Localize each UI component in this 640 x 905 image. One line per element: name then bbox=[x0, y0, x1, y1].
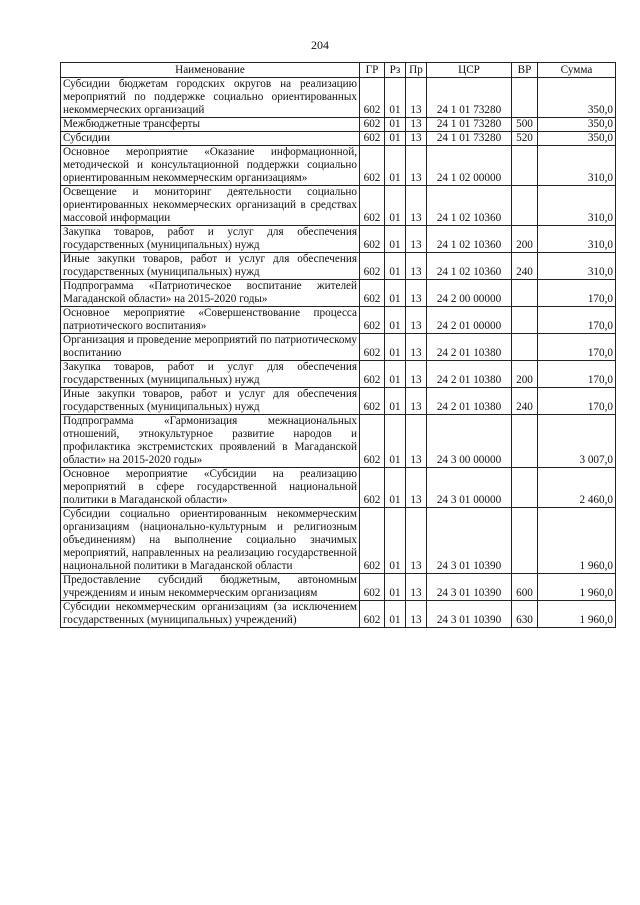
row-csr: 24 1 01 73280 bbox=[427, 118, 512, 132]
row-vr: 240 bbox=[512, 253, 538, 280]
table-row bbox=[61, 307, 616, 334]
row-rz: 01 bbox=[385, 574, 406, 601]
row-vr: 520 bbox=[512, 132, 538, 146]
row-csr: 24 1 02 10360 bbox=[427, 226, 512, 253]
row-name: Закупка товаров, работ и услуг для обеспечения государственных (муниципальных) нужд bbox=[61, 361, 360, 388]
row-sum: 1 960,0 bbox=[538, 601, 616, 628]
row-vr bbox=[512, 415, 538, 468]
row-gr: 602 bbox=[360, 146, 385, 186]
row-sum: 2 460,0 bbox=[538, 468, 616, 508]
row-pr: 13 bbox=[406, 601, 427, 628]
row-name: Закупка товаров, работ и услуг для обеспечения государственных (муниципальных) нужд bbox=[61, 226, 360, 253]
row-rz: 01 bbox=[385, 186, 406, 226]
row-rz: 01 bbox=[385, 468, 406, 508]
row-csr: 24 1 02 10360 bbox=[427, 186, 512, 226]
row-csr: 24 1 02 10360 bbox=[427, 253, 512, 280]
table-row bbox=[61, 361, 616, 388]
row-rz: 01 bbox=[385, 226, 406, 253]
row-pr: 13 bbox=[406, 118, 427, 132]
row-name: Субсидии bbox=[61, 132, 360, 146]
row-sum: 350,0 bbox=[538, 78, 616, 118]
row-vr bbox=[512, 186, 538, 226]
table-row bbox=[61, 132, 616, 146]
table-body bbox=[61, 78, 616, 628]
row-pr: 13 bbox=[406, 468, 427, 508]
table-row bbox=[61, 226, 616, 253]
row-pr: 13 bbox=[406, 508, 427, 574]
row-gr: 602 bbox=[360, 307, 385, 334]
row-pr: 13 bbox=[406, 388, 427, 415]
table-row bbox=[61, 334, 616, 361]
table-row bbox=[61, 508, 616, 574]
header-gr: ГР bbox=[360, 63, 385, 78]
table-row bbox=[61, 253, 616, 280]
row-sum: 170,0 bbox=[538, 388, 616, 415]
row-rz: 01 bbox=[385, 132, 406, 146]
header-pr: Пр bbox=[406, 63, 427, 78]
row-sum: 350,0 bbox=[538, 118, 616, 132]
row-gr: 602 bbox=[360, 334, 385, 361]
row-sum: 170,0 bbox=[538, 361, 616, 388]
row-gr: 602 bbox=[360, 574, 385, 601]
row-name: Межбюджетные трансферты bbox=[61, 118, 360, 132]
row-pr: 13 bbox=[406, 78, 427, 118]
row-name: Подпрограмма «Патриотическое воспитание жителей Магаданской области» на 2015-2020 годы» bbox=[61, 280, 360, 307]
row-sum: 310,0 bbox=[538, 186, 616, 226]
header-vr: ВР bbox=[512, 63, 538, 78]
row-csr: 24 2 01 10380 bbox=[427, 388, 512, 415]
row-sum: 170,0 bbox=[538, 307, 616, 334]
header-sum: Сумма bbox=[538, 63, 616, 78]
row-name: Субсидии бюджетам городских округов на реализацию мероприятий по поддержке социально ориентированных некоммерческих организаций bbox=[61, 78, 360, 118]
header-csr: ЦСР bbox=[427, 63, 512, 78]
row-gr: 602 bbox=[360, 253, 385, 280]
row-name: Предоставление субсидий бюджетным, автономным учреждениям и иным некоммерческим организациям bbox=[61, 574, 360, 601]
row-vr: 200 bbox=[512, 361, 538, 388]
row-rz: 01 bbox=[385, 334, 406, 361]
row-sum: 1 960,0 bbox=[538, 508, 616, 574]
row-sum: 3 007,0 bbox=[538, 415, 616, 468]
row-name: Иные закупки товаров, работ и услуг для обеспечения государственных (муниципальных) нужд bbox=[61, 253, 360, 280]
row-csr: 24 3 00 00000 bbox=[427, 415, 512, 468]
row-gr: 602 bbox=[360, 468, 385, 508]
row-pr: 13 bbox=[406, 415, 427, 468]
table-row bbox=[61, 280, 616, 307]
row-sum: 310,0 bbox=[538, 253, 616, 280]
row-gr: 602 bbox=[360, 118, 385, 132]
row-pr: 13 bbox=[406, 186, 427, 226]
row-pr: 13 bbox=[406, 226, 427, 253]
row-vr: 200 bbox=[512, 226, 538, 253]
row-vr bbox=[512, 146, 538, 186]
row-csr: 24 2 01 00000 bbox=[427, 307, 512, 334]
row-csr: 24 2 01 10380 bbox=[427, 334, 512, 361]
row-gr: 602 bbox=[360, 78, 385, 118]
row-gr: 602 bbox=[360, 132, 385, 146]
table-row bbox=[61, 118, 616, 132]
row-pr: 13 bbox=[406, 280, 427, 307]
row-name: Организация и проведение мероприятий по патриотическому воспитанию bbox=[61, 334, 360, 361]
table-row bbox=[61, 388, 616, 415]
row-csr: 24 2 00 00000 bbox=[427, 280, 512, 307]
budget-table bbox=[60, 62, 616, 628]
row-pr: 13 bbox=[406, 146, 427, 186]
header-row bbox=[61, 63, 616, 78]
row-rz: 01 bbox=[385, 78, 406, 118]
row-sum: 1 960,0 bbox=[538, 574, 616, 601]
row-gr: 602 bbox=[360, 415, 385, 468]
row-gr: 602 bbox=[360, 226, 385, 253]
row-csr: 24 1 01 73280 bbox=[427, 78, 512, 118]
row-pr: 13 bbox=[406, 574, 427, 601]
row-name: Иные закупки товаров, работ и услуг для обеспечения государственных (муниципальных) нужд bbox=[61, 388, 360, 415]
row-vr: 240 bbox=[512, 388, 538, 415]
row-gr: 602 bbox=[360, 601, 385, 628]
row-rz: 01 bbox=[385, 601, 406, 628]
row-name: Основное мероприятие «Совершенствование процесса патриотического воспитания» bbox=[61, 307, 360, 334]
row-pr: 13 bbox=[406, 307, 427, 334]
row-sum: 310,0 bbox=[538, 146, 616, 186]
row-rz: 01 bbox=[385, 118, 406, 132]
row-vr: 500 bbox=[512, 118, 538, 132]
row-rz: 01 bbox=[385, 253, 406, 280]
header-rz: Рз bbox=[385, 63, 406, 78]
row-name: Подпрограмма «Гармонизация межнациональных отношений, этнокультурное развитие народов и профилактика экстремистских проявлений в Магаданской области» на 2015-2020 годы» bbox=[61, 415, 360, 468]
row-name: Субсидии некоммерческим организациям (за исключением государственных (муниципальных) учреждений) bbox=[61, 601, 360, 628]
row-gr: 602 bbox=[360, 186, 385, 226]
row-vr bbox=[512, 78, 538, 118]
row-name: Освещение и мониторинг деятельности социально ориентированных некоммерческих организаций в средствах массовой информации bbox=[61, 186, 360, 226]
row-rz: 01 bbox=[385, 508, 406, 574]
row-rz: 01 bbox=[385, 388, 406, 415]
row-vr: 630 bbox=[512, 601, 538, 628]
row-sum: 170,0 bbox=[538, 280, 616, 307]
row-rz: 01 bbox=[385, 146, 406, 186]
table-row bbox=[61, 415, 616, 468]
row-sum: 310,0 bbox=[538, 226, 616, 253]
table-row bbox=[61, 146, 616, 186]
row-name: Субсидии социально ориентированным некоммерческим организациям (национально-культурным и религиозным объединениям) на выполнение социально значимых мероприятий, направленных на реализацию государственной национальной политики в Магаданской области bbox=[61, 508, 360, 574]
header-name: Наименование bbox=[61, 63, 360, 78]
table-row bbox=[61, 601, 616, 628]
row-csr: 24 2 01 10380 bbox=[427, 361, 512, 388]
table-row bbox=[61, 574, 616, 601]
row-gr: 602 bbox=[360, 508, 385, 574]
row-csr: 24 3 01 00000 bbox=[427, 468, 512, 508]
row-vr bbox=[512, 280, 538, 307]
table-row bbox=[61, 186, 616, 226]
row-name: Основное мероприятие «Оказание информационной, методической и консультационной поддержки социально ориентированным некоммерческим организациям» bbox=[61, 146, 360, 186]
row-vr bbox=[512, 508, 538, 574]
row-gr: 602 bbox=[360, 388, 385, 415]
row-gr: 602 bbox=[360, 361, 385, 388]
row-vr bbox=[512, 307, 538, 334]
row-rz: 01 bbox=[385, 307, 406, 334]
row-pr: 13 bbox=[406, 361, 427, 388]
row-csr: 24 3 01 10390 bbox=[427, 508, 512, 574]
row-pr: 13 bbox=[406, 132, 427, 146]
row-vr bbox=[512, 334, 538, 361]
row-vr bbox=[512, 468, 538, 508]
row-rz: 01 bbox=[385, 280, 406, 307]
row-rz: 01 bbox=[385, 415, 406, 468]
row-csr: 24 1 01 73280 bbox=[427, 132, 512, 146]
row-pr: 13 bbox=[406, 334, 427, 361]
row-csr: 24 3 01 10390 bbox=[427, 601, 512, 628]
row-rz: 01 bbox=[385, 361, 406, 388]
row-vr: 600 bbox=[512, 574, 538, 601]
row-sum: 170,0 bbox=[538, 334, 616, 361]
table-row bbox=[61, 468, 616, 508]
page-number: 204 bbox=[311, 38, 329, 52]
row-sum: 350,0 bbox=[538, 132, 616, 146]
row-gr: 602 bbox=[360, 280, 385, 307]
table-row bbox=[61, 78, 616, 118]
row-csr: 24 3 01 10390 bbox=[427, 574, 512, 601]
row-name: Основное мероприятие «Субсидии на реализацию мероприятий в сфере государственной национальной политики в Магаданской области» bbox=[61, 468, 360, 508]
row-pr: 13 bbox=[406, 253, 427, 280]
row-csr: 24 1 02 00000 bbox=[427, 146, 512, 186]
